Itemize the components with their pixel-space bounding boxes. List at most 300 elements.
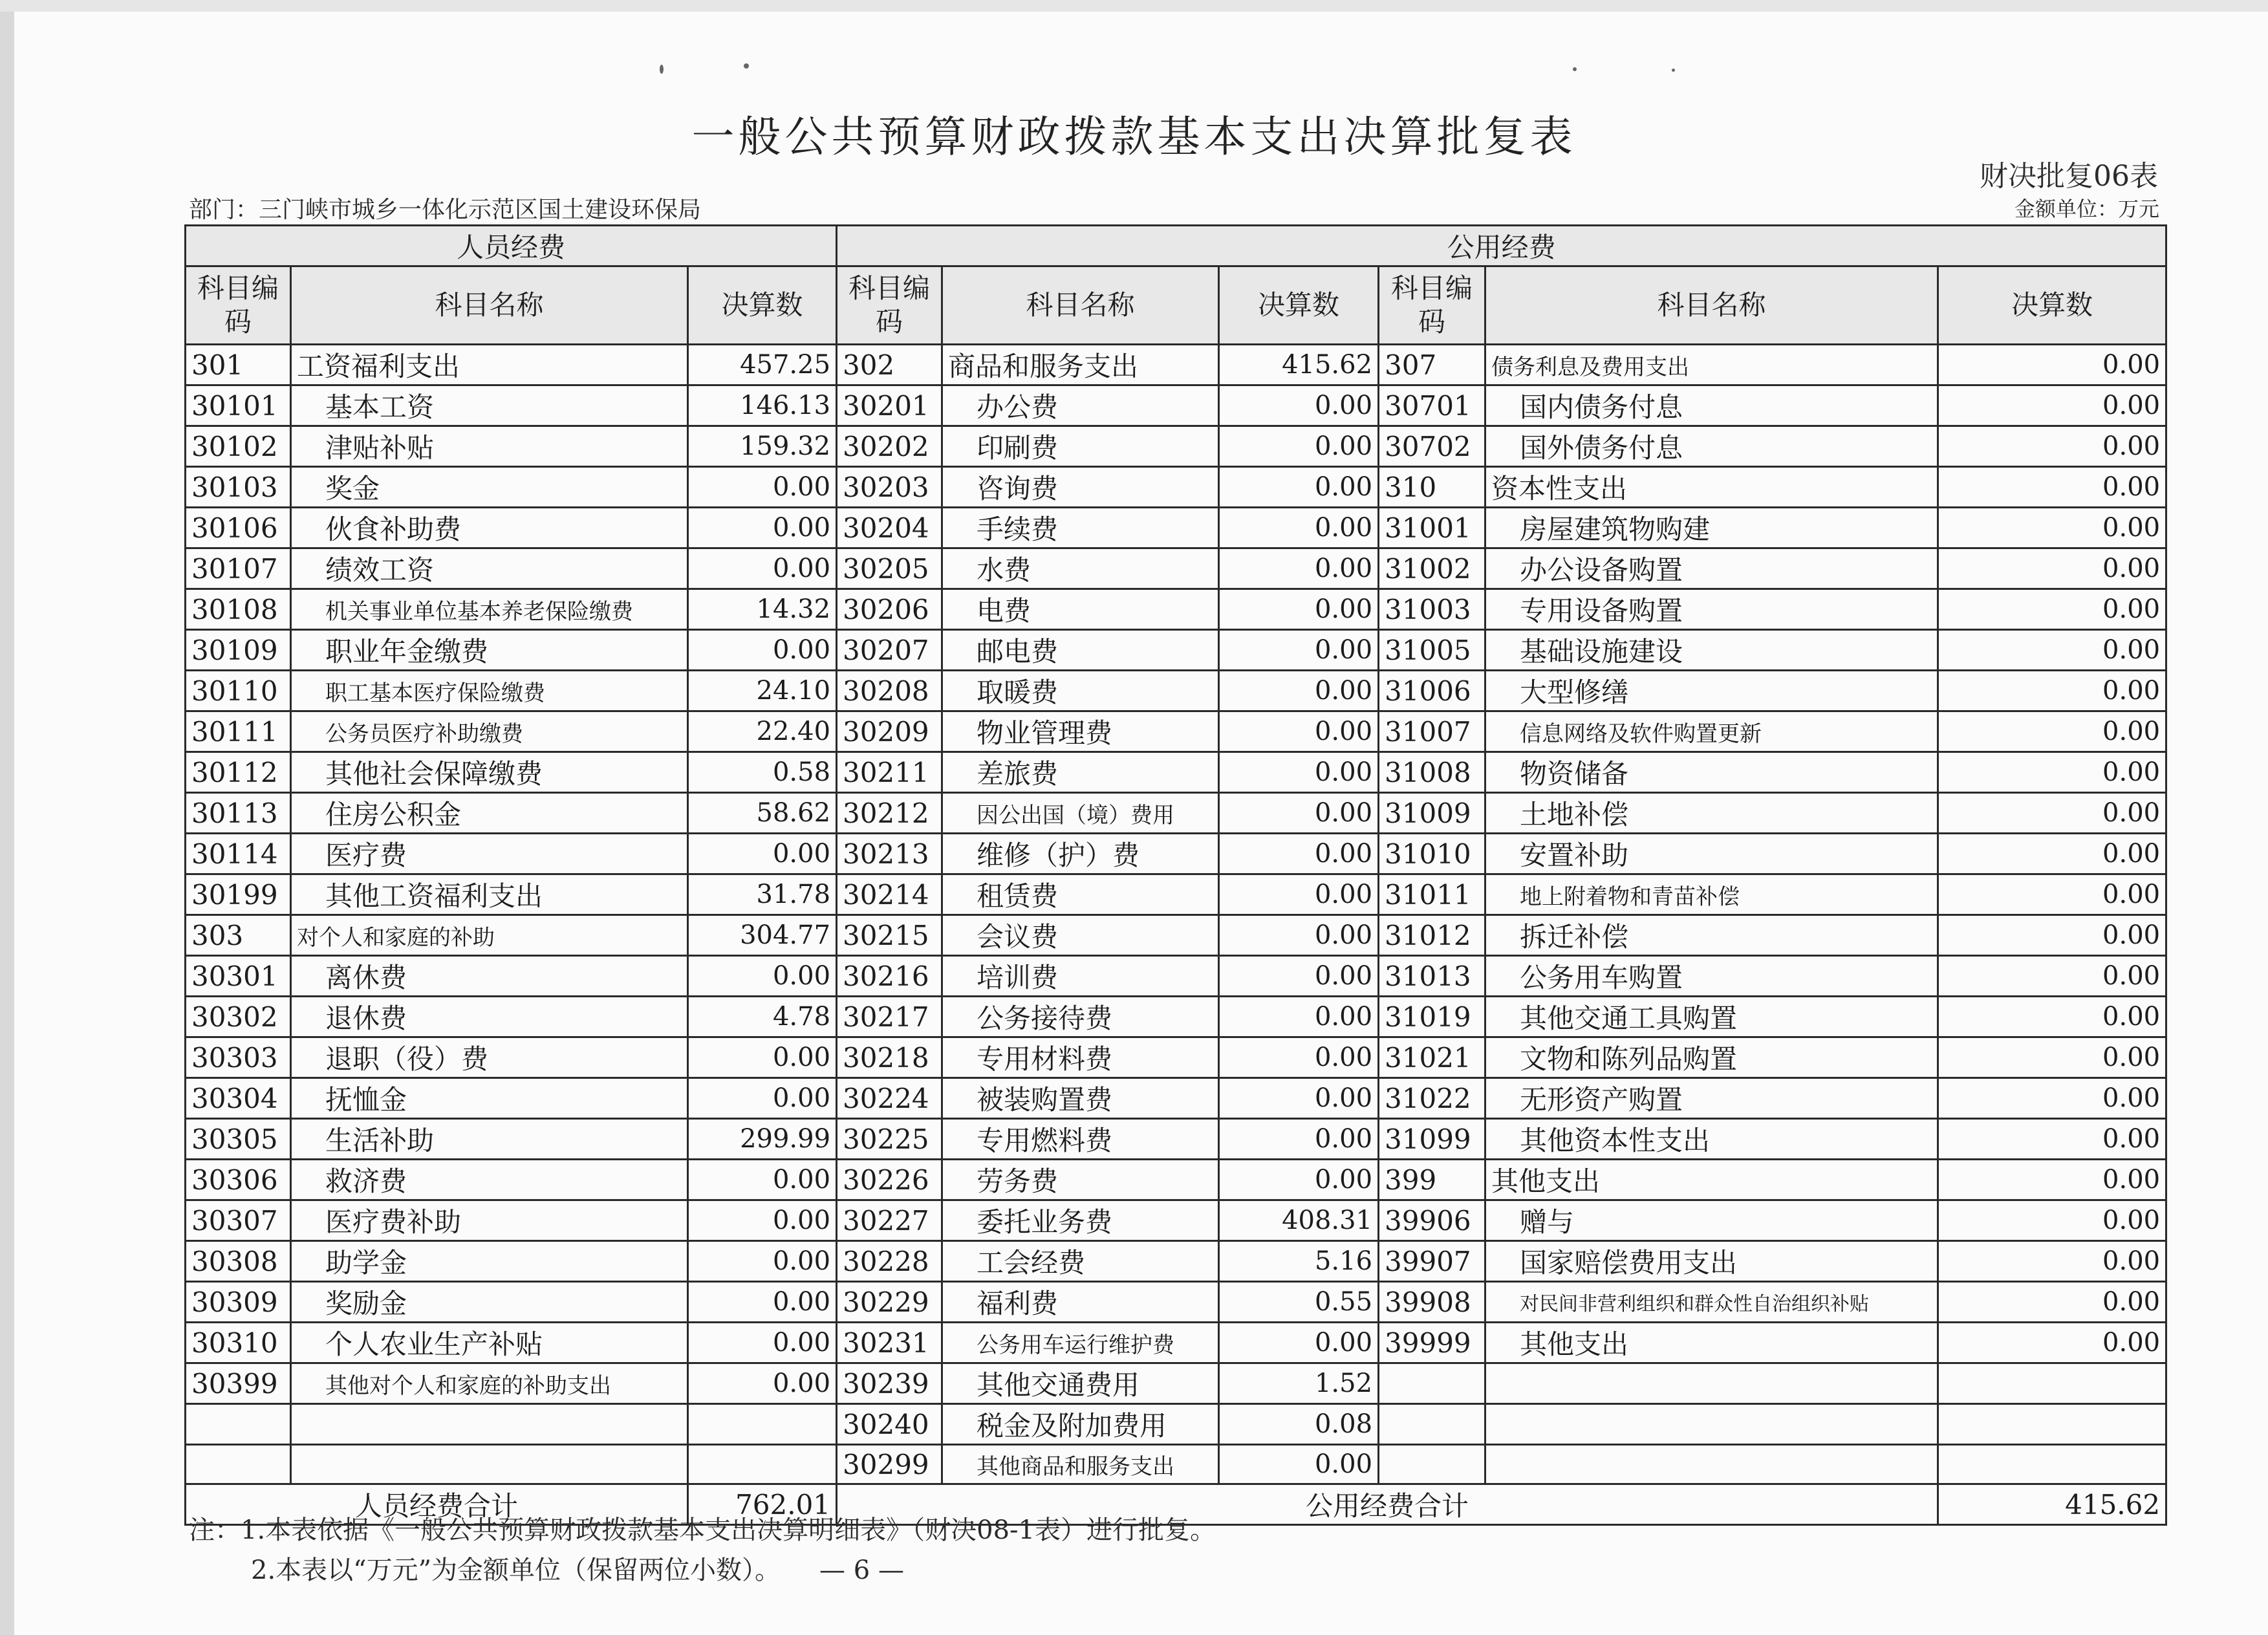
subject-name-cell: 资本性支出 xyxy=(1485,467,1938,508)
amount-cell: 0.00 xyxy=(1938,997,2166,1037)
amount-cell: 0.00 xyxy=(1219,915,1379,956)
amount-cell: 0.00 xyxy=(688,1282,837,1323)
table-row xyxy=(186,1200,2166,1241)
subject-code-cell: 307 xyxy=(1379,345,1485,385)
subject-code-cell: 30231 xyxy=(837,1323,942,1363)
amount-cell: 0.00 xyxy=(1938,1200,2166,1241)
subject-name-cell: 专用材料费 xyxy=(942,1037,1219,1078)
subject-code-cell: 30109 xyxy=(186,630,291,671)
subject-code-cell: 30217 xyxy=(837,997,942,1037)
amount-unit-label: 金额单位：万元 xyxy=(2014,197,2159,221)
table-row xyxy=(186,915,2166,956)
amount-cell: 0.00 xyxy=(688,508,837,548)
subject-code-cell: 302 xyxy=(837,345,942,385)
amount-header: 决算数 xyxy=(1219,266,1379,345)
amount-cell: 0.00 xyxy=(1938,589,2166,630)
subject-name-cell: 租赁费 xyxy=(942,874,1219,915)
subject-name-cell: 公务员医疗补助缴费 xyxy=(291,711,688,752)
amount-cell: 22.40 xyxy=(688,711,837,752)
subject-name-cell: 办公费 xyxy=(942,385,1219,426)
subject-name-cell: 工会经费 xyxy=(942,1241,1219,1282)
amount-cell: 4.78 xyxy=(688,997,837,1037)
table-row xyxy=(186,1323,2166,1363)
amount-cell: 0.00 xyxy=(688,1241,837,1282)
subject-name-cell: 安置补助 xyxy=(1485,834,1938,874)
amount-cell: 0.00 xyxy=(1938,1119,2166,1160)
subject-name-cell: 物业管理费 xyxy=(942,711,1219,752)
amount-cell: 0.00 xyxy=(1938,630,2166,671)
subject-code-cell: 30201 xyxy=(837,385,942,426)
amount-cell xyxy=(688,1445,837,1484)
subject-name-cell: 基本工资 xyxy=(291,385,688,426)
amount-cell: 299.99 xyxy=(688,1119,837,1160)
subject-code-cell: 30239 xyxy=(837,1363,942,1404)
scan-speck xyxy=(1672,69,1675,72)
subject-code-cell: 30213 xyxy=(837,834,942,874)
subject-code-cell: 30205 xyxy=(837,548,942,589)
amount-cell: 0.00 xyxy=(1219,1037,1379,1078)
subject-code-cell: 31003 xyxy=(1379,589,1485,630)
amount-cell: 0.00 xyxy=(1219,385,1379,426)
table-row xyxy=(186,508,2166,548)
subject-name-cell: 其他资本性支出 xyxy=(1485,1119,1938,1160)
scan-edge-top xyxy=(0,0,2268,12)
subject-code-cell: 30229 xyxy=(837,1282,942,1323)
subject-code-cell: 30399 xyxy=(186,1363,291,1404)
subject-name-cell: 商品和服务支出 xyxy=(942,345,1219,385)
amount-cell: 0.08 xyxy=(1219,1404,1379,1445)
subject-code-cell: 30299 xyxy=(837,1445,942,1484)
amount-cell: 0.00 xyxy=(688,1200,837,1241)
amount-cell: 0.00 xyxy=(1938,874,2166,915)
amount-cell: 159.32 xyxy=(688,426,837,467)
subject-name-cell: 大型修缮 xyxy=(1485,671,1938,711)
amount-cell: 0.00 xyxy=(1938,671,2166,711)
subject-name-cell: 抚恤金 xyxy=(291,1078,688,1119)
amount-cell xyxy=(688,1404,837,1445)
table-row xyxy=(186,1363,2166,1404)
subject-code-cell: 39999 xyxy=(1379,1323,1485,1363)
subject-code-cell: 30226 xyxy=(837,1160,942,1200)
subject-name-cell xyxy=(1485,1363,1938,1404)
subject-name-cell: 咨询费 xyxy=(942,467,1219,508)
scan-speck xyxy=(1573,67,1577,71)
subject-name-cell: 公务接待费 xyxy=(942,997,1219,1037)
name-header: 科目名称 xyxy=(291,266,688,345)
note-line-2: 2.本表以“万元”为金额单位（保留两位小数）。 — 6 — xyxy=(251,1555,904,1585)
amount-cell: 0.00 xyxy=(688,834,837,874)
subject-code-cell: 30113 xyxy=(186,793,291,834)
subject-code-cell: 30303 xyxy=(186,1037,291,1078)
table-row xyxy=(186,467,2166,508)
amount-cell xyxy=(1938,1445,2166,1484)
table-row xyxy=(186,1282,2166,1323)
amount-cell: 0.00 xyxy=(1219,1445,1379,1484)
subject-name-cell: 退休费 xyxy=(291,997,688,1037)
subject-name-cell: 办公设备购置 xyxy=(1485,548,1938,589)
subject-name-cell: 劳务费 xyxy=(942,1160,1219,1200)
amount-cell: 0.00 xyxy=(1938,1241,2166,1282)
code-header: 科目编码 xyxy=(837,266,942,345)
scan-edge xyxy=(0,0,14,1635)
subject-name-cell: 无形资产购置 xyxy=(1485,1078,1938,1119)
subject-name-cell: 公务用车购置 xyxy=(1485,956,1938,997)
subject-code-cell: 30216 xyxy=(837,956,942,997)
subject-name-cell: 工资福利支出 xyxy=(291,345,688,385)
amount-cell: 0.00 xyxy=(1219,630,1379,671)
subject-code-cell: 31006 xyxy=(1379,671,1485,711)
subject-name-cell: 其他支出 xyxy=(1485,1160,1938,1200)
table-row xyxy=(186,630,2166,671)
amount-cell: 0.00 xyxy=(1938,752,2166,793)
subject-code-cell: 30107 xyxy=(186,548,291,589)
subject-name-cell: 培训费 xyxy=(942,956,1219,997)
public-header: 公用经费 xyxy=(837,226,2166,266)
scan-speck xyxy=(660,65,664,74)
table-row xyxy=(186,793,2166,834)
subject-code-cell xyxy=(186,1404,291,1445)
amount-cell: 0.00 xyxy=(688,1078,837,1119)
subject-code-cell: 30308 xyxy=(186,1241,291,1282)
subject-name-cell: 手续费 xyxy=(942,508,1219,548)
table-row xyxy=(186,1445,2166,1484)
amount-cell: 0.00 xyxy=(1219,1323,1379,1363)
amount-cell: 0.00 xyxy=(1219,711,1379,752)
subject-name-cell: 国外债务付息 xyxy=(1485,426,1938,467)
table-row xyxy=(186,752,2166,793)
amount-cell: 0.00 xyxy=(1219,426,1379,467)
subject-code-cell: 30309 xyxy=(186,1282,291,1323)
table-row xyxy=(186,1160,2166,1200)
subject-code-cell: 31007 xyxy=(1379,711,1485,752)
subject-code-cell: 31010 xyxy=(1379,834,1485,874)
table-row xyxy=(186,426,2166,467)
subject-name-cell: 其他交通工具购置 xyxy=(1485,997,1938,1037)
subject-name-cell: 助学金 xyxy=(291,1241,688,1282)
name-header: 科目名称 xyxy=(1485,266,1938,345)
amount-cell: 0.00 xyxy=(1219,997,1379,1037)
subject-name-cell: 个人农业生产补贴 xyxy=(291,1323,688,1363)
amount-cell: 0.00 xyxy=(1219,793,1379,834)
subject-name-cell: 税金及附加费用 xyxy=(942,1404,1219,1445)
subject-code-cell: 30212 xyxy=(837,793,942,834)
amount-cell: 24.10 xyxy=(688,671,837,711)
subject-code-cell: 30215 xyxy=(837,915,942,956)
amount-cell: 0.00 xyxy=(1219,1119,1379,1160)
expenditure-table xyxy=(184,224,2167,1526)
subject-name-cell xyxy=(291,1445,688,1484)
subject-code-cell xyxy=(1379,1445,1485,1484)
table-row xyxy=(186,1404,2166,1445)
amount-cell: 31.78 xyxy=(688,874,837,915)
personnel-header: 人员经费 xyxy=(186,226,837,266)
subject-name-cell: 会议费 xyxy=(942,915,1219,956)
subject-name-cell: 伙食补助费 xyxy=(291,508,688,548)
subject-code-cell: 310 xyxy=(1379,467,1485,508)
subject-name-cell: 债务利息及费用支出 xyxy=(1485,345,1938,385)
subject-code-cell: 39907 xyxy=(1379,1241,1485,1282)
amount-cell: 146.13 xyxy=(688,385,837,426)
amount-cell: 408.31 xyxy=(1219,1200,1379,1241)
subject-name-cell: 邮电费 xyxy=(942,630,1219,671)
amount-header: 决算数 xyxy=(1938,266,2166,345)
amount-cell: 457.25 xyxy=(688,345,837,385)
subject-name-cell: 绩效工资 xyxy=(291,548,688,589)
amount-cell: 0.00 xyxy=(1219,589,1379,630)
subject-code-cell: 30199 xyxy=(186,874,291,915)
subject-name-cell: 被装购置费 xyxy=(942,1078,1219,1119)
subject-name-cell: 职业年金缴费 xyxy=(291,630,688,671)
amount-cell: 0.00 xyxy=(1938,711,2166,752)
subject-name-cell: 维修（护）费 xyxy=(942,834,1219,874)
subject-name-cell: 职工基本医疗保险缴费 xyxy=(291,671,688,711)
table-row xyxy=(186,345,2166,385)
subject-code-cell: 30227 xyxy=(837,1200,942,1241)
subject-name-cell: 专用设备购置 xyxy=(1485,589,1938,630)
table-row xyxy=(186,671,2166,711)
subject-code-cell: 31012 xyxy=(1379,915,1485,956)
table-row xyxy=(186,711,2166,752)
subject-name-cell: 地上附着物和青苗补偿 xyxy=(1485,874,1938,915)
subject-name-cell: 退职（役）费 xyxy=(291,1037,688,1078)
table-row xyxy=(186,548,2166,589)
subject-code-cell: 31001 xyxy=(1379,508,1485,548)
subject-name-cell: 土地补偿 xyxy=(1485,793,1938,834)
amount-cell: 0.00 xyxy=(1938,1037,2166,1078)
form-code: 财决批复06表 xyxy=(1980,160,2158,193)
amount-cell: 0.00 xyxy=(1219,834,1379,874)
personnel-total-value: 762.01 xyxy=(688,1484,837,1525)
subject-code-cell: 30204 xyxy=(837,508,942,548)
subject-code-cell: 30112 xyxy=(186,752,291,793)
subject-code-cell: 30225 xyxy=(837,1119,942,1160)
amount-cell: 0.00 xyxy=(1938,345,2166,385)
amount-cell: 0.00 xyxy=(1938,956,2166,997)
amount-cell: 1.52 xyxy=(1219,1363,1379,1404)
amount-cell: 0.00 xyxy=(1938,1078,2166,1119)
subject-code-cell: 30304 xyxy=(186,1078,291,1119)
subject-name-cell: 救济费 xyxy=(291,1160,688,1200)
subject-name-cell: 其他社会保障缴费 xyxy=(291,752,688,793)
subject-name-cell: 生活补助 xyxy=(291,1119,688,1160)
subject-name-cell xyxy=(1485,1445,1938,1484)
table-row xyxy=(186,1119,2166,1160)
amount-cell: 0.00 xyxy=(1938,385,2166,426)
amount-cell: 0.00 xyxy=(1938,1323,2166,1363)
subject-code-cell: 31099 xyxy=(1379,1119,1485,1160)
amount-cell: 0.00 xyxy=(688,548,837,589)
subject-name-cell: 因公出国（境）费用 xyxy=(942,793,1219,834)
public-total-label: 公用经费合计 xyxy=(837,1484,1938,1525)
table-row xyxy=(186,1078,2166,1119)
table-row xyxy=(186,589,2166,630)
code-header: 科目编码 xyxy=(186,266,291,345)
table-row xyxy=(186,834,2166,874)
subject-code-cell: 30305 xyxy=(186,1119,291,1160)
subject-name-cell: 对民间非营利组织和群众性自治组织补贴 xyxy=(1485,1282,1938,1323)
subject-code-cell: 30203 xyxy=(837,467,942,508)
subject-name-cell: 差旅费 xyxy=(942,752,1219,793)
amount-cell: 0.00 xyxy=(688,1160,837,1200)
amount-cell: 0.00 xyxy=(1938,834,2166,874)
amount-cell: 0.00 xyxy=(1219,752,1379,793)
subject-code-cell: 31019 xyxy=(1379,997,1485,1037)
amount-cell: 0.00 xyxy=(1938,915,2166,956)
subject-code-cell: 30302 xyxy=(186,997,291,1037)
table-row xyxy=(186,385,2166,426)
subject-code-cell: 30108 xyxy=(186,589,291,630)
subject-code-cell: 30702 xyxy=(1379,426,1485,467)
amount-cell: 415.62 xyxy=(1219,345,1379,385)
subject-code-cell: 30206 xyxy=(837,589,942,630)
subject-code-cell: 30207 xyxy=(837,630,942,671)
subject-code-cell: 30228 xyxy=(837,1241,942,1282)
subject-name-cell: 其他工资福利支出 xyxy=(291,874,688,915)
subject-code-cell: 30211 xyxy=(837,752,942,793)
subject-code-cell: 31009 xyxy=(1379,793,1485,834)
subject-name-cell: 其他商品和服务支出 xyxy=(942,1445,1219,1484)
subject-code-cell: 30301 xyxy=(186,956,291,997)
amount-cell: 0.00 xyxy=(1219,1078,1379,1119)
subject-code-cell: 31008 xyxy=(1379,752,1485,793)
subject-name-cell: 印刷费 xyxy=(942,426,1219,467)
amount-cell: 0.00 xyxy=(688,1037,837,1078)
department-label: 部门：三门峡市城乡一体化示范区国土建设环保局 xyxy=(189,197,702,223)
table-row xyxy=(186,874,2166,915)
subject-name-cell: 对个人和家庭的补助 xyxy=(291,915,688,956)
subject-code-cell: 30214 xyxy=(837,874,942,915)
amount-cell xyxy=(1938,1363,2166,1404)
table-row xyxy=(186,956,2166,997)
subject-name-cell xyxy=(291,1404,688,1445)
subject-name-cell: 奖金 xyxy=(291,467,688,508)
amount-cell: 0.00 xyxy=(1219,508,1379,548)
amount-cell: 0.00 xyxy=(688,1323,837,1363)
amount-cell: 0.00 xyxy=(688,1363,837,1404)
name-header: 科目名称 xyxy=(942,266,1219,345)
public-total-value: 415.62 xyxy=(1938,1484,2166,1525)
table-row xyxy=(186,997,2166,1037)
subject-code-cell: 30114 xyxy=(186,834,291,874)
amount-cell: 0.00 xyxy=(1938,467,2166,508)
subject-code-cell xyxy=(1379,1363,1485,1404)
amount-cell: 0.55 xyxy=(1219,1282,1379,1323)
subject-name-cell: 其他支出 xyxy=(1485,1323,1938,1363)
subject-code-cell: 30306 xyxy=(186,1160,291,1200)
subject-name-cell: 国家赔偿费用支出 xyxy=(1485,1241,1938,1282)
scan-speck xyxy=(744,63,749,69)
subject-code-cell: 30101 xyxy=(186,385,291,426)
subject-name-cell: 住房公积金 xyxy=(291,793,688,834)
personnel-total-label: 人员经费合计 xyxy=(186,1484,688,1525)
subject-name-cell: 离休费 xyxy=(291,956,688,997)
subject-code-cell: 30102 xyxy=(186,426,291,467)
subject-code-cell: 30208 xyxy=(837,671,942,711)
subject-code-cell xyxy=(186,1445,291,1484)
subject-code-cell: 30240 xyxy=(837,1404,942,1445)
amount-header: 决算数 xyxy=(688,266,837,345)
subject-code-cell: 31013 xyxy=(1379,956,1485,997)
subject-code-cell: 31022 xyxy=(1379,1078,1485,1119)
amount-cell: 0.00 xyxy=(1938,1160,2166,1200)
amount-cell: 0.00 xyxy=(1938,426,2166,467)
subject-name-cell: 取暖费 xyxy=(942,671,1219,711)
amount-cell: 0.00 xyxy=(1219,956,1379,997)
subject-code-cell: 39906 xyxy=(1379,1200,1485,1241)
subject-code-cell: 399 xyxy=(1379,1160,1485,1200)
amount-cell: 0.00 xyxy=(688,956,837,997)
amount-cell: 0.00 xyxy=(1219,874,1379,915)
amount-cell: 5.16 xyxy=(1219,1241,1379,1282)
subject-code-cell: 30202 xyxy=(837,426,942,467)
amount-cell: 0.00 xyxy=(1938,1282,2166,1323)
subject-name-cell: 电费 xyxy=(942,589,1219,630)
amount-cell: 14.32 xyxy=(688,589,837,630)
subject-code-cell: 31011 xyxy=(1379,874,1485,915)
amount-cell: 58.62 xyxy=(688,793,837,834)
subject-code-cell: 30310 xyxy=(186,1323,291,1363)
code-header: 科目编码 xyxy=(1379,266,1485,345)
subject-name-cell: 其他交通费用 xyxy=(942,1363,1219,1404)
subject-name-cell: 津贴补贴 xyxy=(291,426,688,467)
subject-name-cell: 赠与 xyxy=(1485,1200,1938,1241)
subject-name-cell xyxy=(1485,1404,1938,1445)
amount-cell: 0.00 xyxy=(1938,508,2166,548)
subject-code-cell: 30111 xyxy=(186,711,291,752)
amount-cell: 0.58 xyxy=(688,752,837,793)
subject-code-cell: 30106 xyxy=(186,508,291,548)
table-row xyxy=(186,1037,2166,1078)
subject-name-cell: 房屋建筑物购建 xyxy=(1485,508,1938,548)
amount-cell xyxy=(1938,1404,2166,1445)
amount-cell: 304.77 xyxy=(688,915,837,956)
page-title: 一般公共预算财政拨款基本支出决算批复表 xyxy=(691,112,1577,162)
note-line-1: 注：1.本表依据《一般公共预算财政拨款基本支出决算明细表》（财决08-1表）进行批复。 xyxy=(189,1515,1216,1545)
subject-code-cell: 303 xyxy=(186,915,291,956)
table-row xyxy=(186,1241,2166,1282)
subject-code-cell: 30110 xyxy=(186,671,291,711)
subject-name-cell: 委托业务费 xyxy=(942,1200,1219,1241)
amount-cell: 0.00 xyxy=(688,630,837,671)
subject-code-cell: 30103 xyxy=(186,467,291,508)
subject-name-cell: 奖励金 xyxy=(291,1282,688,1323)
subject-code-cell: 30701 xyxy=(1379,385,1485,426)
subject-name-cell: 基础设施建设 xyxy=(1485,630,1938,671)
amount-cell: 0.00 xyxy=(1938,793,2166,834)
subject-code-cell: 30218 xyxy=(837,1037,942,1078)
amount-cell: 0.00 xyxy=(1219,671,1379,711)
amount-cell: 0.00 xyxy=(688,467,837,508)
subject-name-cell: 拆迁补偿 xyxy=(1485,915,1938,956)
subject-code-cell xyxy=(1379,1404,1485,1445)
subject-name-cell: 医疗费补助 xyxy=(291,1200,688,1241)
subject-code-cell: 39908 xyxy=(1379,1282,1485,1323)
amount-cell: 0.00 xyxy=(1219,1160,1379,1200)
subject-name-cell: 国内债务付息 xyxy=(1485,385,1938,426)
amount-cell: 0.00 xyxy=(1938,548,2166,589)
subject-name-cell: 专用燃料费 xyxy=(942,1119,1219,1160)
subject-name-cell: 公务用车运行维护费 xyxy=(942,1323,1219,1363)
subject-name-cell: 文物和陈列品购置 xyxy=(1485,1037,1938,1078)
subject-name-cell: 信息网络及软件购置更新 xyxy=(1485,711,1938,752)
subject-name-cell: 机关事业单位基本养老保险缴费 xyxy=(291,589,688,630)
subject-code-cell: 301 xyxy=(186,345,291,385)
subject-name-cell: 医疗费 xyxy=(291,834,688,874)
subject-code-cell: 30209 xyxy=(837,711,942,752)
subject-name-cell: 其他对个人和家庭的补助支出 xyxy=(291,1363,688,1404)
subject-name-cell: 物资储备 xyxy=(1485,752,1938,793)
subject-code-cell: 31005 xyxy=(1379,630,1485,671)
